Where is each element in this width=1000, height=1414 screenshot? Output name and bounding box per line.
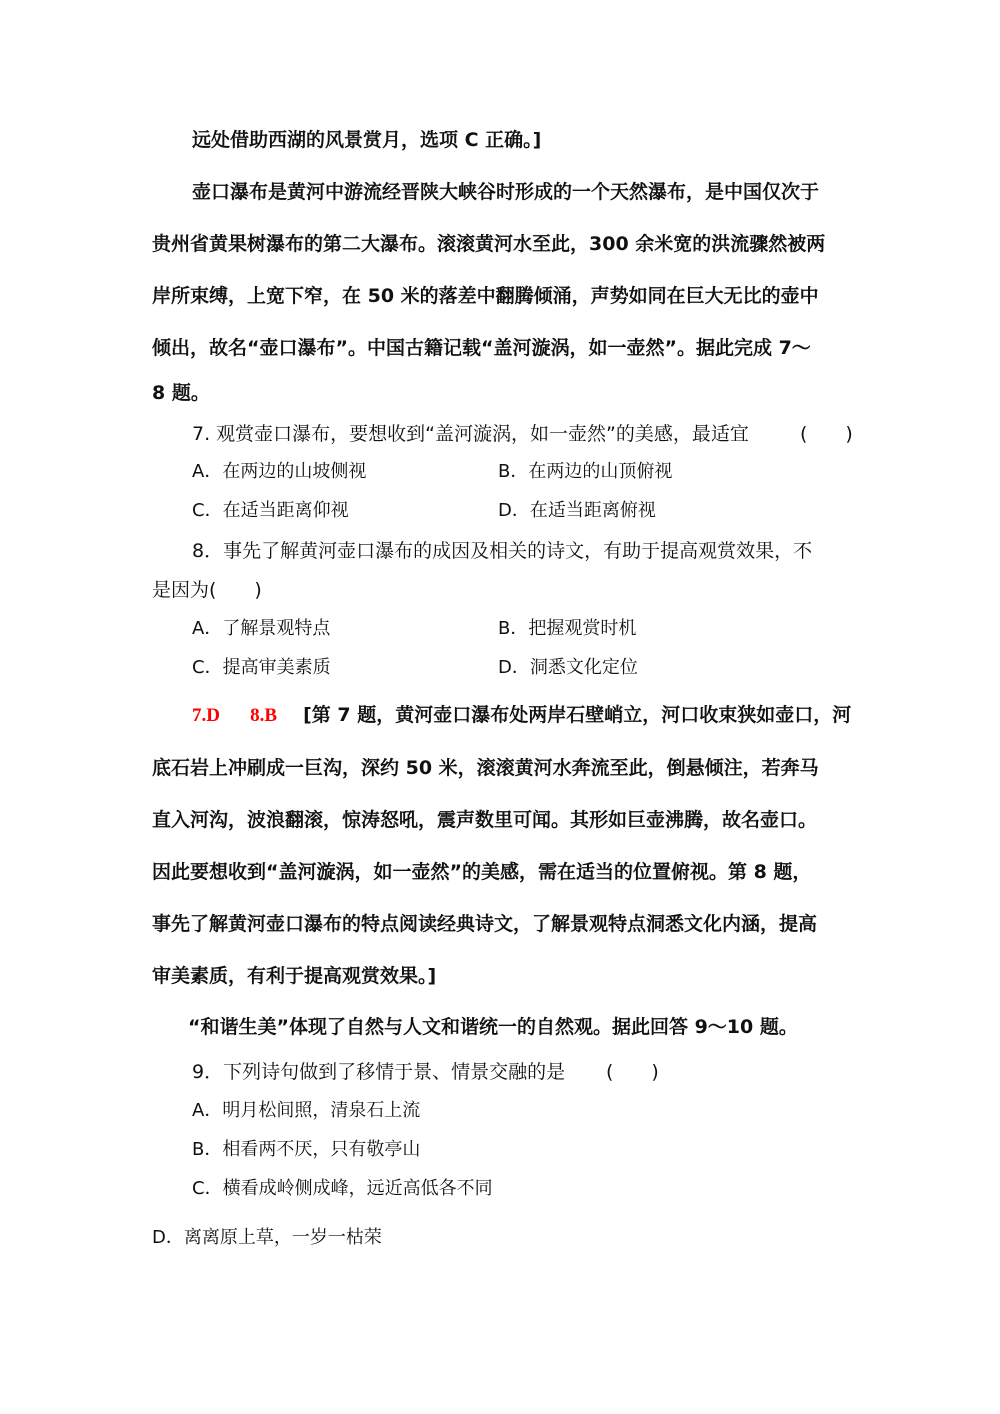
q9-option-d: D．离离原上草，一岁一枯荣 <box>152 1227 382 1248</box>
answer-line-first <box>192 703 851 728</box>
passage-line: 倾出，故名“壶口瀑布”。中国古籍记载“盖河漩涡，如一壶然”。据此完成 7～ <box>152 337 811 359</box>
explanation-line: 事先了解黄河壶口瀑布的特点阅读经典诗文，了解景观特点洞悉文化内涵，提高 <box>152 913 818 935</box>
q8-option-c: C．提高审美素质 <box>192 657 331 678</box>
explanation-line: 审美素质，有利于提高观赏效果。] <box>152 965 437 987</box>
q7-option-d: D．在适当距离俯视 <box>498 500 656 521</box>
q7-option-b: B．在两边的山顶俯视 <box>498 461 673 482</box>
q8-option-a: A．了解景观特点 <box>192 618 331 639</box>
answer-key-7: 7.D <box>192 705 220 726</box>
question-8-stem-line1: 8．事先了解黄河壶口瀑布的成因及相关的诗文，有助于提高观赏效果，不 <box>192 540 813 562</box>
q8-option-b: B．把握观赏时机 <box>498 618 637 639</box>
explanation-text: [第 7 题，黄河壶口瀑布处两岸石壁峭立，河口收束狭如壶口，河 <box>303 704 852 726</box>
q8-option-d: D．洞悉文化定位 <box>498 657 638 678</box>
question-8-stem-line2: 是因为( ) <box>152 579 262 601</box>
question-7-answer-blank: ( ) <box>800 423 853 445</box>
answer-key-8: 8.B <box>250 705 278 726</box>
q9-option-a: A．明月松间照，清泉石上流 <box>192 1100 421 1121</box>
passage-line: 贵州省黄果树瀑布的第二大瀑布。滚滚黄河水至此，300 余米宽的洪流骤然被两 <box>152 233 826 255</box>
q9-option-b: B．相看两不厌，只有敬亭山 <box>192 1139 421 1160</box>
passage-line: 壶口瀑布是黄河中游流经晋陕大峡谷时形成的一个天然瀑布，是中国仅次于 <box>192 181 820 203</box>
explanation-line: 因此要想收到“盖河漩涡，如一壶然”的美感，需在适当的位置俯视。第 8 题， <box>152 861 812 883</box>
passage-line: 岸所束缚，上宽下窄，在 50 米的落差中翻腾倾涌，声势如同在巨大无比的壶中 <box>152 285 819 307</box>
q7-option-c: C．在适当距离仰视 <box>192 500 349 521</box>
explanation-line: 直入河沟，波浪翻滚，惊涛怒吼，震声数里可闻。其形如巨壶沸腾，故名壶口。 <box>152 809 818 831</box>
question-9-stem: 9．下列诗句做到了移情于景、情景交融的是 <box>192 1061 566 1083</box>
q7-option-a: A．在两边的山坡侧视 <box>192 461 367 482</box>
passage-line: 8 题。 <box>152 382 210 404</box>
explanation-line: 底石岩上冲刷成一巨沟，深约 50 米，滚滚黄河水奔流至此，倒悬倾注，若奔马 <box>152 757 819 779</box>
question-7-stem: 7. 观赏壶口瀑布，要想收到“盖河漩涡，如一壶然”的美感，最适宜 <box>192 423 749 445</box>
previous-answer-tail: 远处借助西湖的风景赏月，选项 C 正确。] <box>192 129 542 151</box>
question-9-answer-blank: ( ) <box>606 1061 659 1083</box>
q9-option-c: C．横看成岭侧成峰，远近高低各不同 <box>192 1178 493 1199</box>
passage-9-10: “和谐生美”体现了自然与人文和谐统一的自然观。据此回答 9～10 题。 <box>188 1016 798 1038</box>
